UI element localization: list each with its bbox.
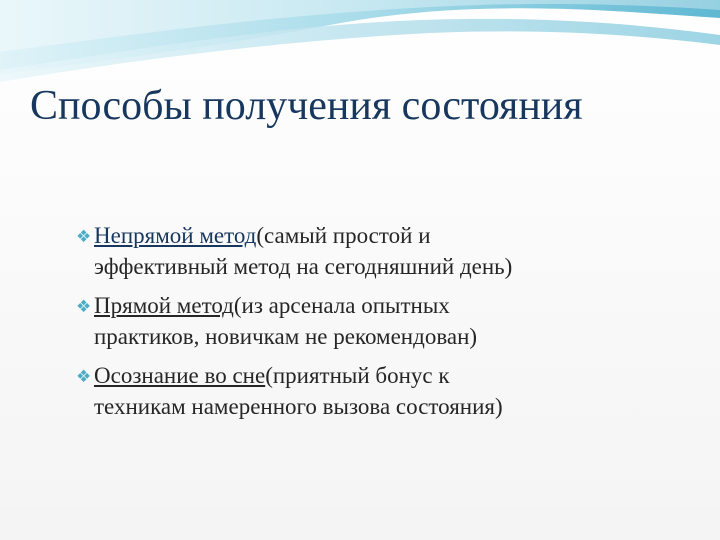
bullet-text: (самый простой и [256,223,431,248]
bullet-text-continued: техникам намеренного вызова состояния) [94,394,503,419]
bullet-term: Осознание во сне [94,363,266,388]
bullet-term: Прямой метод [94,293,234,318]
bullet-text: (из арсенала опытных [233,293,450,318]
list-item [76,290,696,352]
bullet-text-continued: практиков, новичкам не рекомендован) [94,324,478,349]
checkmark-diamond-icon: ❖ [76,297,92,317]
checkmark-diamond-icon: ❖ [76,227,92,247]
bullet-term: Непрямой метод [94,223,257,248]
list-item [76,360,696,422]
bullet-text-continued: эффективный метод на сегодняшний день) [94,254,513,279]
slide-title: Способы получения состояния [30,83,583,129]
list-item [76,220,696,282]
checkmark-diamond-icon: ❖ [76,367,92,387]
bullet-text: (приятный бонус к [265,363,450,388]
bullet-list [76,220,696,430]
decorative-wave-header [0,0,720,90]
